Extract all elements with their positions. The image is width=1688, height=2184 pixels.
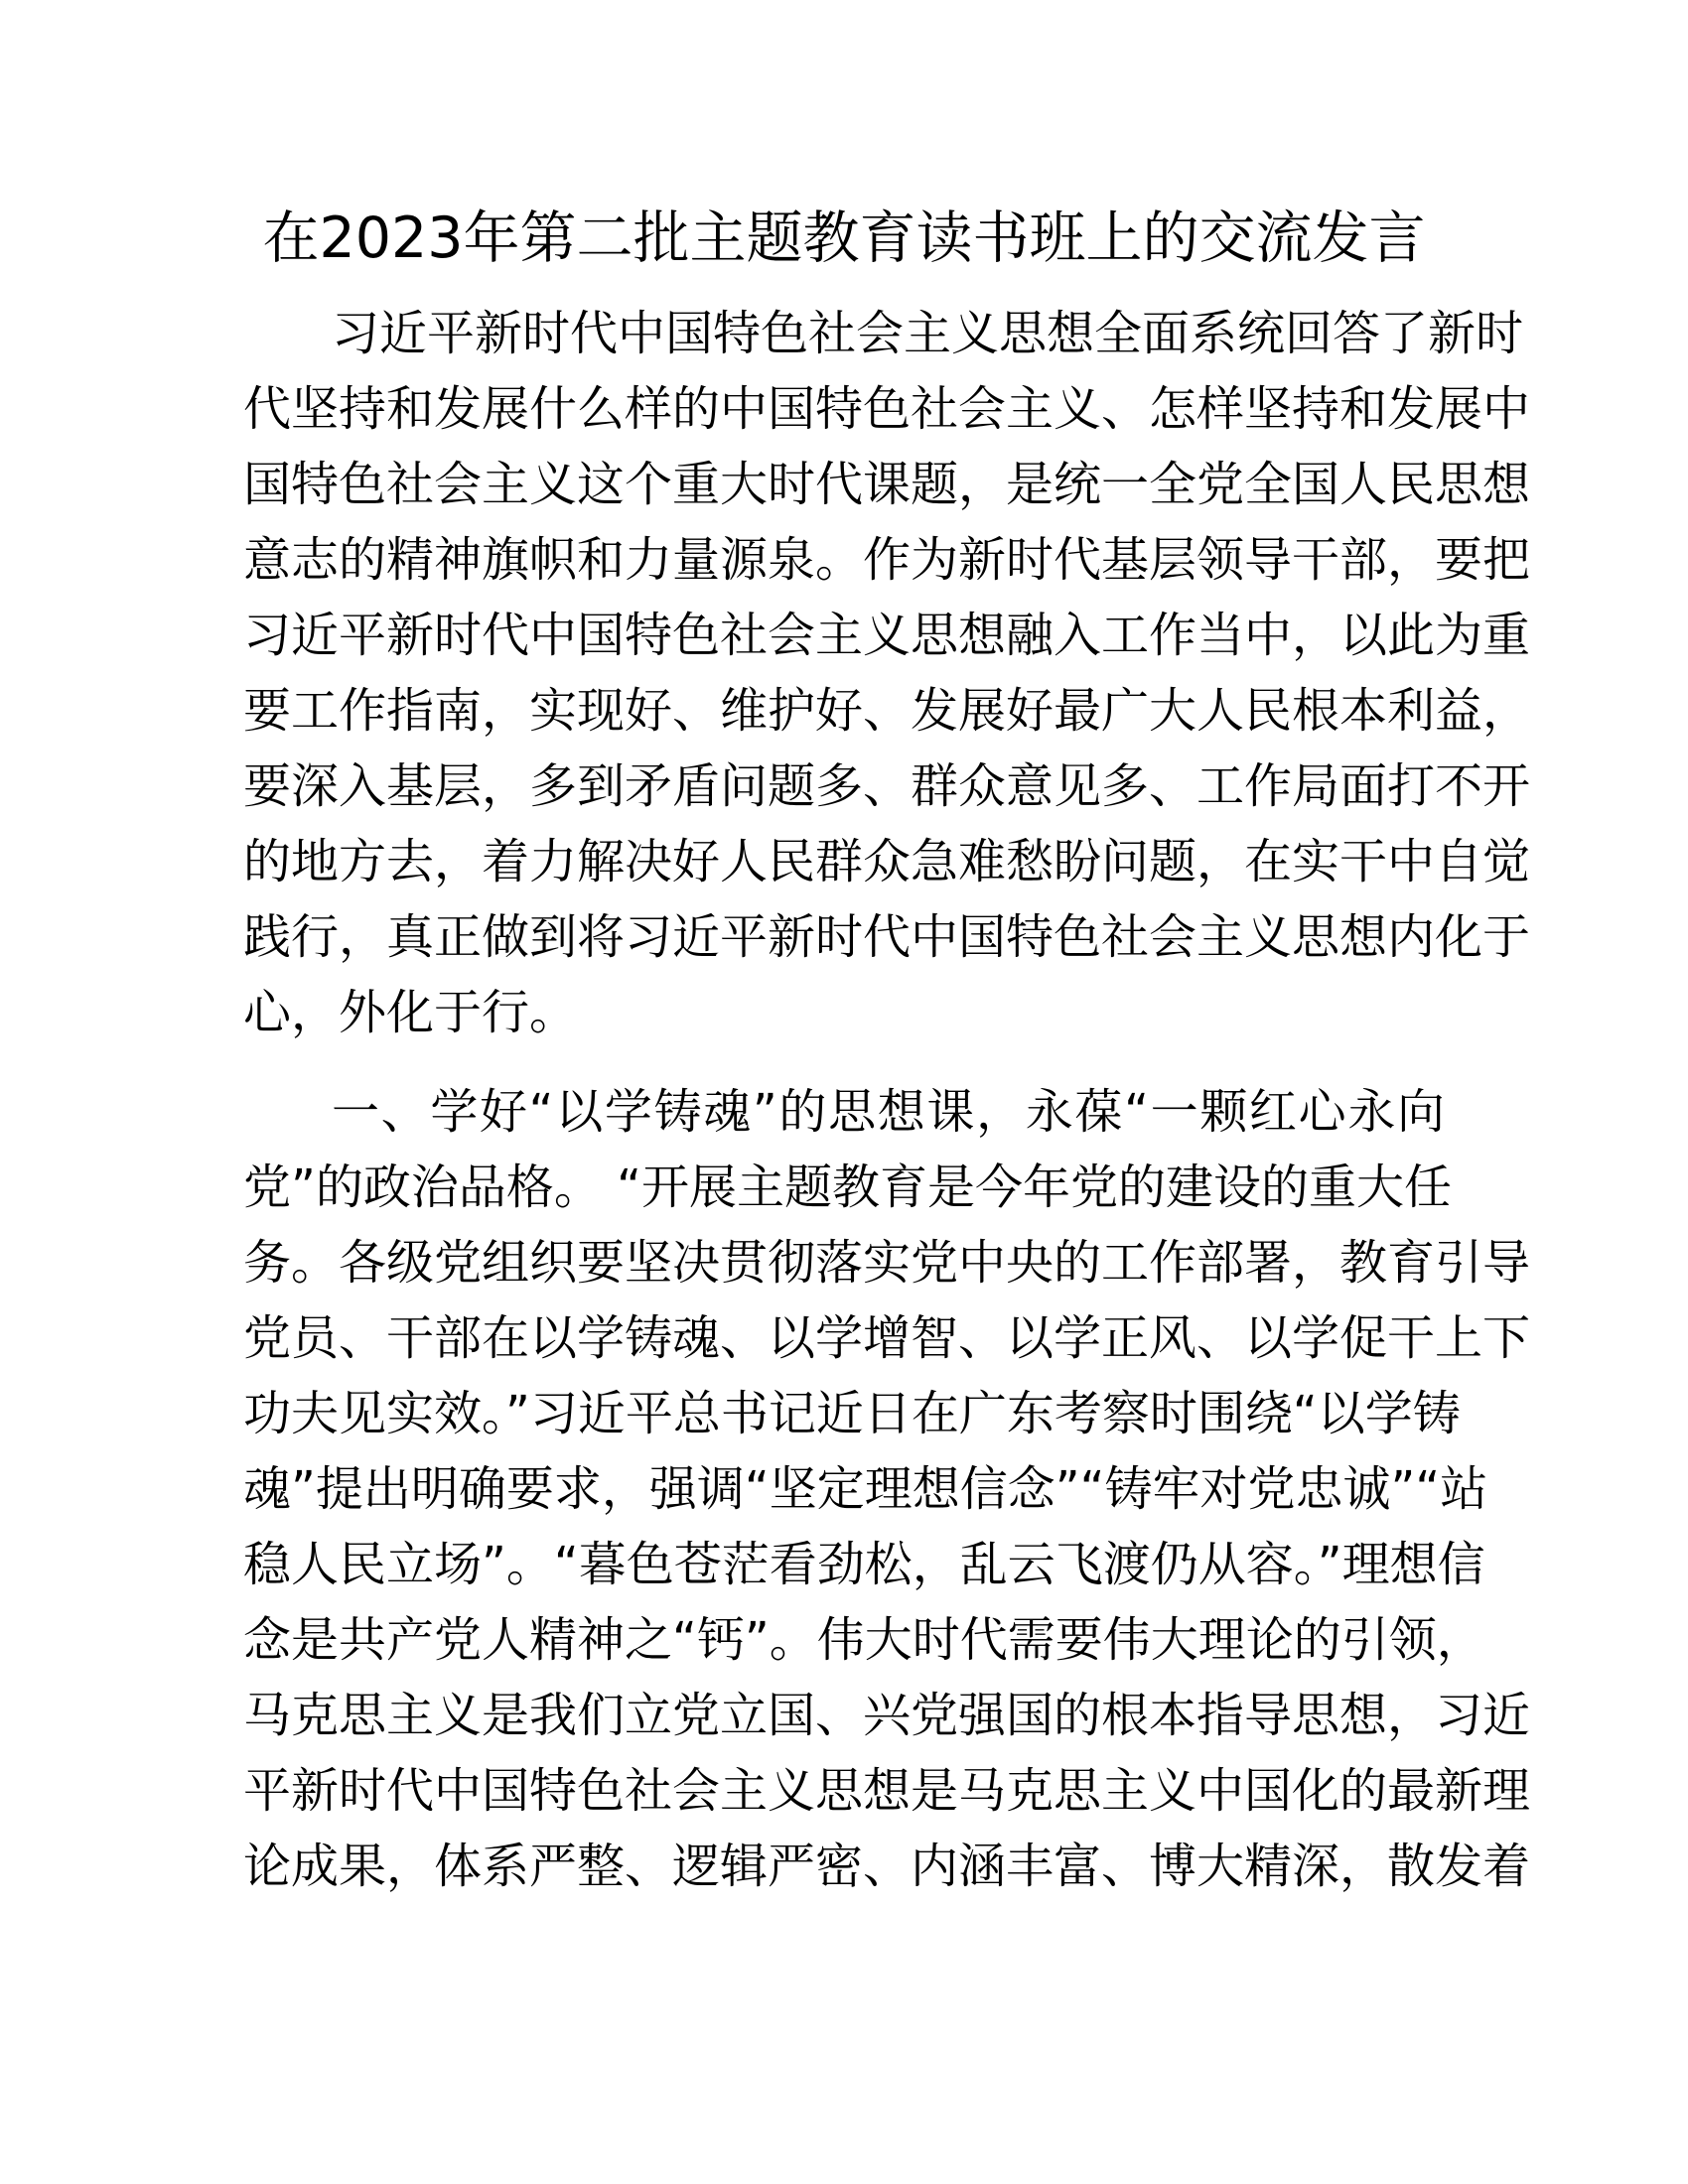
paragraph-line: 马克思主义是我们立党立国、兴党强国的根本指导思想，习近 xyxy=(243,1688,1531,1743)
paragraph-line: 党员、干部在以学铸魂、以学增智、以学正风、以学促干上下 xyxy=(243,1310,1531,1366)
paragraph-line: 平新时代中国特色社会主义思想是马克思主义中国化的最新理 xyxy=(243,1763,1531,1819)
paragraph-line: 论成果，体系严整、逻辑严密、内涵丰富、博大精深，散发着 xyxy=(243,1839,1531,1894)
paragraph-line: 功夫见实效。”习近平总书记近日在广东考察时围绕“以学铸 xyxy=(243,1386,1461,1441)
section-heading-line: 一、学好“以学铸魂”的思想课，永葆“一颗红心永向 xyxy=(332,1084,1445,1140)
paragraph-line: 念是共产党人精神之“钙”。伟大时代需要伟大理论的引领， xyxy=(243,1612,1484,1668)
paragraph-line: 心，外化于行。 xyxy=(243,985,578,1040)
paragraph-line: 的地方去，着力解决好人民群众急难愁盼问题，在实干中自觉 xyxy=(243,834,1531,889)
paragraph-line: 国特色社会主义这个重大时代课题，是统一全党全国人民思想 xyxy=(243,457,1531,512)
paragraph-line: 魂”提出明确要求，强调“坚定理想信念”“铸牢对党忠诚”“站 xyxy=(243,1461,1488,1517)
paragraph-line: 代坚持和发展什么样的中国特色社会主义、怎样坚持和发展中 xyxy=(243,381,1531,437)
paragraph-line: 习近平新时代中国特色社会主义思想融入工作当中，以此为重 xyxy=(243,608,1531,663)
paragraph-line: 要深入基层，多到矛盾问题多、群众意见多、工作局面打不开 xyxy=(243,758,1531,814)
paragraph-line: 习近平新时代中国特色社会主义思想全面系统回答了新时 xyxy=(332,306,1524,361)
paragraph-line: 意志的精神旗帜和力量源泉。作为新时代基层领导干部，要把 xyxy=(243,532,1531,588)
paragraph-line: 践行，真正做到将习近平新时代中国特色社会主义思想内化于 xyxy=(243,909,1531,965)
paragraph-line: 要工作指南，实现好、维护好、发展好最广大人民根本利益， xyxy=(243,683,1531,739)
document-title: 在2023年第二批主题教育读书班上的交流发言 xyxy=(262,205,1426,271)
paragraph-line: 务。各级党组织要坚决贯彻落实党中央的工作部署，教育引导 xyxy=(243,1235,1531,1291)
paragraph-line: 稳人民立场”。“暮色苍茫看劲松，乱云飞渡仍从容。”理想信 xyxy=(243,1537,1485,1592)
paragraph-line: 党”的政治品格。 “开展主题教育是今年党的建设的重大任 xyxy=(243,1160,1452,1215)
